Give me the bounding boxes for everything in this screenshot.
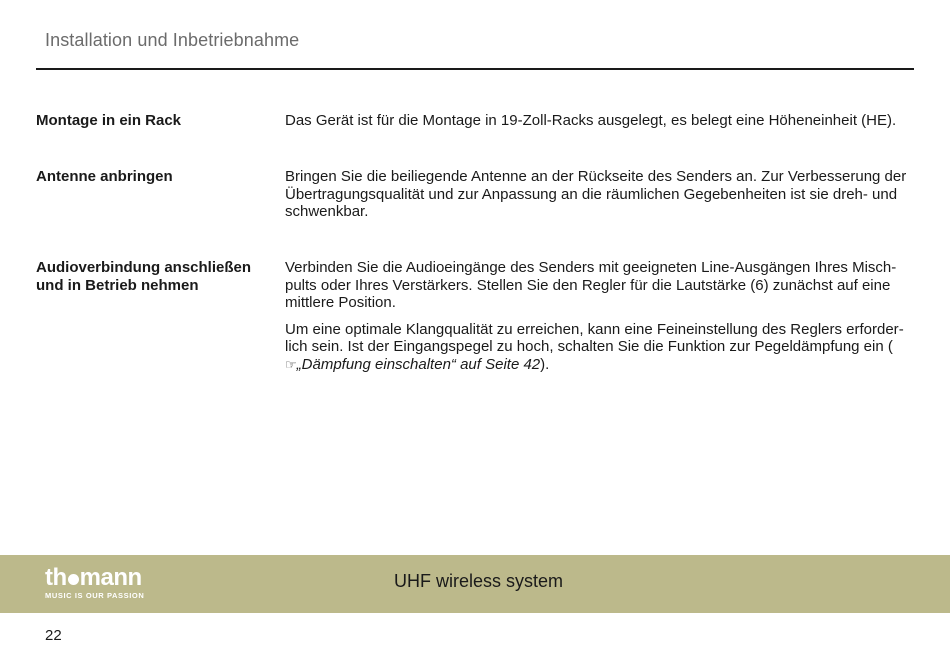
section-label: Antenne anbringen [36, 168, 173, 185]
logo-text-left: th [45, 564, 67, 591]
reference-suffix: ). [540, 355, 550, 373]
section-label: Montage in ein Rack [36, 112, 182, 129]
footer-product-name: UHF wireless system [394, 571, 564, 591]
logo-wordmark [45, 564, 144, 591]
paragraph: Das Gerät ist für die Montage in 19-Zoll-Racks ausgelegt, es belegt eine Höheneinheit (HE). [285, 112, 897, 129]
section-body [285, 168, 914, 230]
section-body [285, 112, 914, 139]
header-divider [36, 68, 914, 70]
page-header-title: Installation und Inbetriebnahme [45, 30, 300, 50]
paragraph-with-reference [285, 321, 914, 374]
logo-tagline: MUSIC IS OUR PASSION [45, 591, 145, 600]
logo-dot-icon [68, 574, 79, 585]
logo-text-right: mann [79, 564, 142, 591]
paragraph-text: Um eine optimale Klangqualität zu erreichen, kann eine Feineinstellung des Reglers erforderlich sein. Ist der Eingangspegel zu hoch, schalten Sie die Funktion zur Pegeldämpfung ein ( [285, 320, 904, 355]
section-label: Audioverbindung anschließen und in Betrieb nehmen [36, 259, 252, 294]
pointing-hand-icon: ☞ [285, 356, 297, 372]
footer-band [0, 555, 950, 613]
section-body [285, 259, 914, 382]
page-number: 22 [45, 627, 62, 644]
paragraph: Verbinden Sie die Audioeingänge des Senders mit geeigneten Line-Ausgängen Ihres Mischpults oder Ihres Verstärkers. Stellen Sie den Regler für die Lautstärke (6) zunächst auf eine mittlere Position. [285, 259, 897, 311]
paragraph: Bringen Sie die beiliegende Antenne an der Rückseite des Senders an. Zur Verbesserung der Übertragungsqualität und zur Anpassung an die räumlichen Gegebenheiten ist sie dreh- und schwenkbar. [285, 168, 907, 220]
thomann-logo [45, 564, 145, 600]
cross-reference-link[interactable]: „Dämpfung einschalten“ auf Seite 42 [296, 355, 541, 373]
